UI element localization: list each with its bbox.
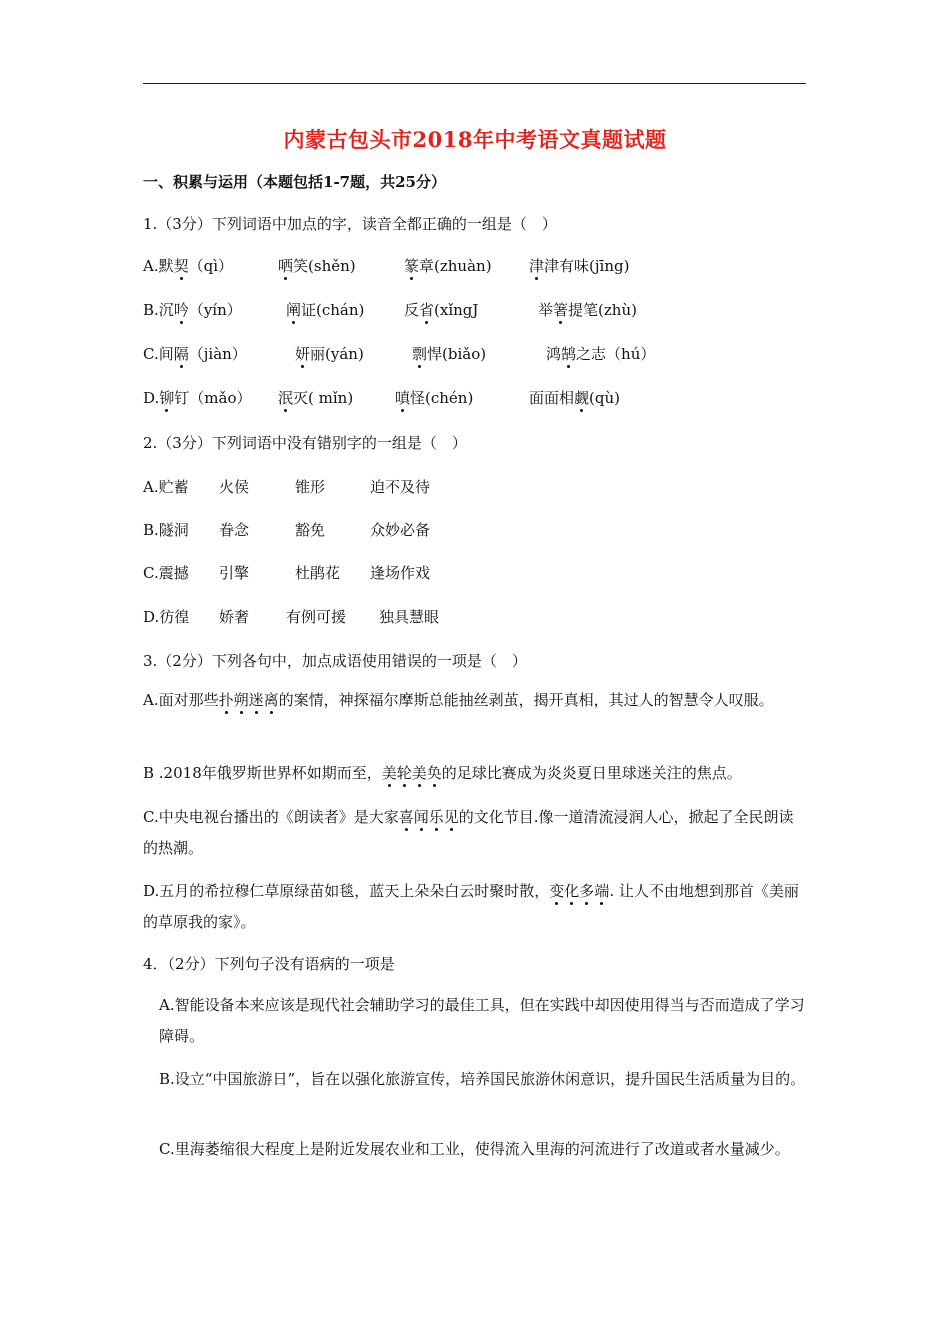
q3-option-b: B .2018年俄罗斯世界杯如期而至，美轮美奂的足球比赛成为炎炎夏日里球迷关注的焦点。 xyxy=(143,764,742,782)
q4-option-c: C.里海萎缩很大程度上是附近发展农业和工业，使得流入里海的河流进行了改道或者水量减少。 xyxy=(159,1140,790,1158)
question-1-stem: 1.（3分）下列词语中加点的字，读音全都正确的一组是（ ） xyxy=(143,215,557,233)
question-2-stem: 2.（3分）下列词语中没有错别字的一组是（ ） xyxy=(143,434,467,452)
page-title: 内蒙古包头市2018年中考语文真题试题 xyxy=(283,127,667,152)
header-rule xyxy=(143,83,806,84)
q3-option-d: D.五月的希拉穆仁草原绿苗如毯，蓝天上朵朵白云时聚时散，变化多端. 让人不由地想到那首《美丽的草原我的家》。 xyxy=(143,882,799,931)
q3-option-c: C.中央电视台播出的《朗读者》是大家喜闻乐见的文化节目.像一道清流浸润人心，掀起了全民朗读的热潮。 xyxy=(143,808,794,857)
q3-option-a: A.面对那些扑朔迷离的案情，神探福尔摩斯总能抽丝剥茧，揭开真相，其过人的智慧令人叹服。 xyxy=(143,691,774,709)
question-4-stem: 4．（2分）下列句子没有语病的一项是 xyxy=(143,955,395,973)
section-heading: 一、积累与运用（本题包括1-7题，共25分） xyxy=(143,173,446,191)
question-3-stem: 3.（2分）下列各句中，加点成语使用错误的一项是（ ） xyxy=(143,652,527,670)
q4-option-b: B.设立“中国旅游日”，旨在以强化旅游宣传，培养国民旅游休闲意识，提升国民生活质量为目的。 xyxy=(159,1070,806,1088)
q4-option-a: A.智能设备本来应该是现代社会辅助学习的最佳工具，但在实践中却因使用得当与否而造成了学习障碍。 xyxy=(159,996,805,1045)
